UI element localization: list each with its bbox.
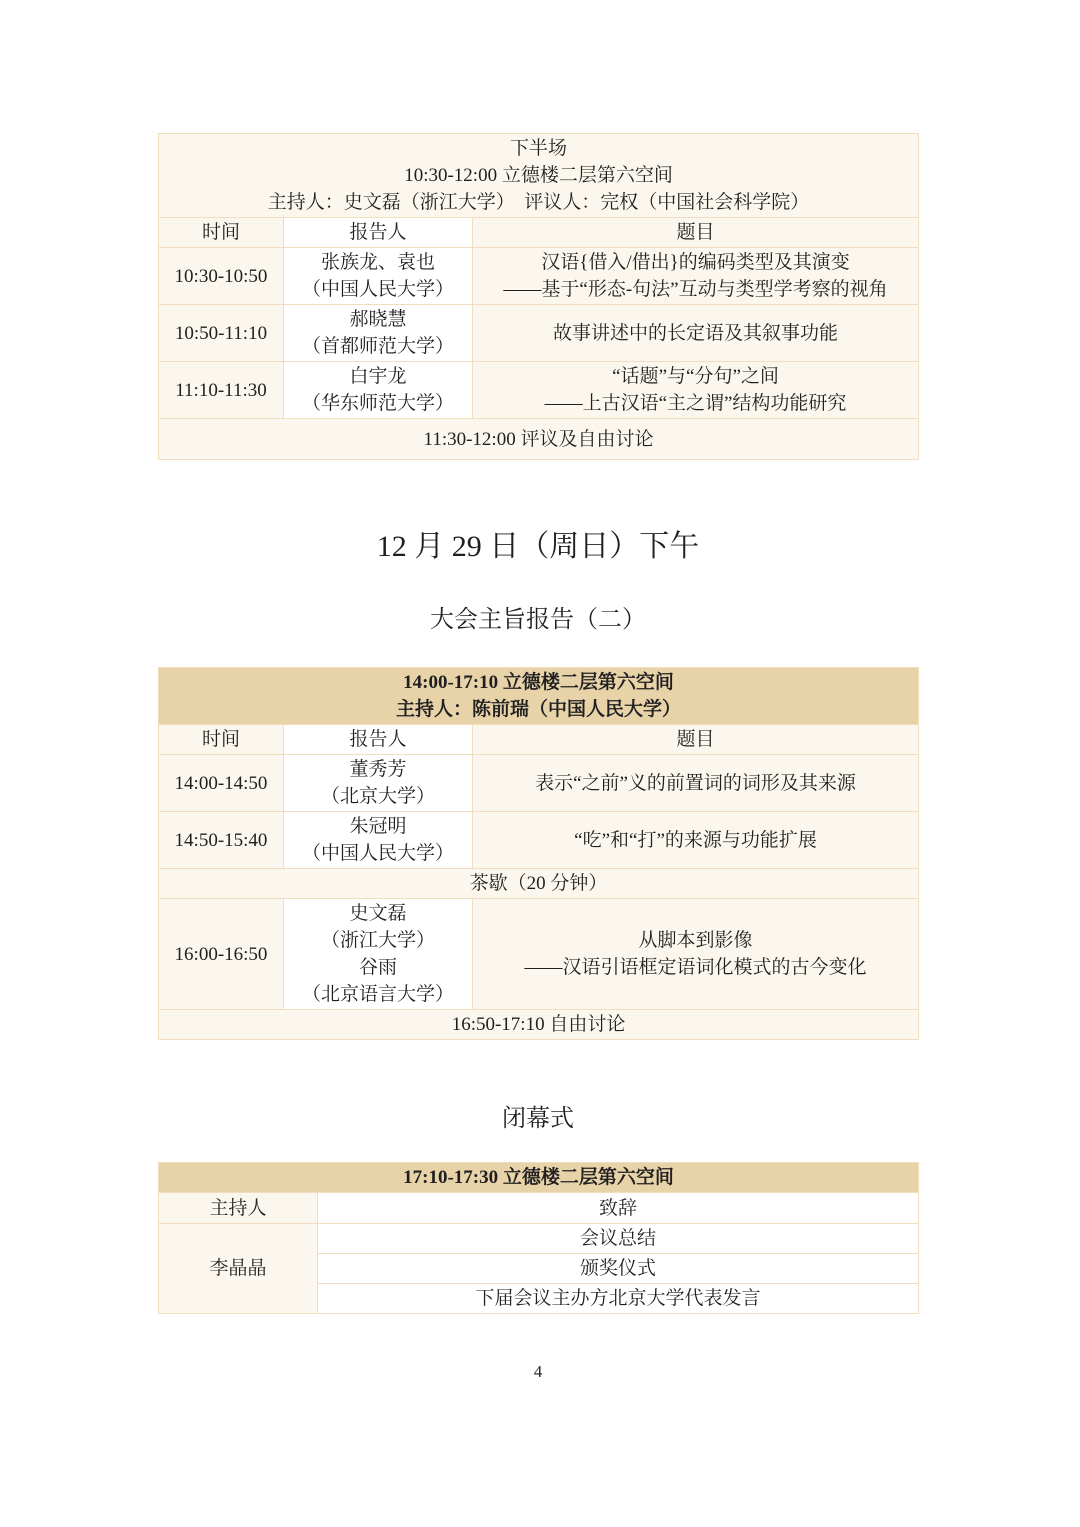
- column-header-title: 题目: [473, 218, 919, 248]
- table-row: [159, 248, 919, 305]
- discussion-row: 11:30-12:00 评议及自由讨论: [159, 419, 919, 460]
- session-part-label: 下半场: [510, 138, 568, 159]
- closing-item: 下届会议主办方北京大学代表发言: [318, 1284, 919, 1314]
- talk-time: 16:00-16:50: [159, 899, 284, 1010]
- column-header-speaker: 报告人: [284, 218, 473, 248]
- talk-speaker: 董秀芳 （北京大学）: [284, 755, 473, 812]
- talk-speaker: 郝晓慧 （首都师范大学）: [284, 305, 473, 362]
- keynote-header-cell: [159, 668, 919, 725]
- keynote-chair: 主持人：陈前瑞（中国人民大学）: [396, 699, 682, 720]
- talk-time: 14:00-14:50: [159, 755, 284, 812]
- talk-title: 故事讲述中的长定语及其叙事功能: [473, 305, 919, 362]
- column-header-time: 时间: [159, 218, 284, 248]
- talk-time: 11:10-11:30: [159, 362, 284, 419]
- table-row: [159, 305, 919, 362]
- talk-speaker: 史文磊 （浙江大学） 谷雨 （北京语言大学）: [284, 899, 473, 1010]
- talk-speaker: 朱冠明 （中国人民大学）: [284, 812, 473, 869]
- page-number: 4: [533, 1362, 543, 1381]
- column-header-speaker: 报告人: [284, 725, 473, 755]
- table-row: [159, 362, 919, 419]
- table-row: [159, 1224, 919, 1254]
- session-time-venue: 10:30-12:00 立德楼二层第六空间: [404, 165, 673, 186]
- session-header-cell: [159, 134, 919, 218]
- closing-item: 会议总结: [318, 1224, 919, 1254]
- column-header-time: 时间: [159, 725, 284, 755]
- table-row: [159, 1193, 919, 1224]
- free-discussion-row: 16:50-17:10 自由讨论: [159, 1010, 919, 1040]
- session-chair-discussant: 主持人：史文磊（浙江大学） 评议人：完权（中国社会科学院）: [267, 192, 810, 213]
- talk-time: 10:30-10:50: [159, 248, 284, 305]
- talk-title: “话题”与“分句”之间 ——上古汉语“主之谓”结构功能研究: [473, 362, 919, 419]
- talk-title: 表示“之前”义的前置词的词形及其来源: [473, 755, 919, 812]
- column-header-title: 题目: [473, 725, 919, 755]
- closing-item: 颁奖仪式: [318, 1254, 919, 1284]
- talk-title: “吃”和“打”的来源与功能扩展: [473, 812, 919, 869]
- keynote-time-venue: 14:00-17:10 立德楼二层第六空间: [403, 672, 674, 693]
- date-heading: 12 月 29 日（周日）下午: [376, 530, 700, 563]
- talk-speaker: 白宇龙 （华东师范大学）: [284, 362, 473, 419]
- closing-header-cell: 17:10-17:30 立德楼二层第六空间: [159, 1163, 919, 1193]
- closing-item: 致辞: [318, 1193, 919, 1224]
- tea-break-row: 茶歇（20 分钟）: [159, 869, 919, 899]
- talk-speaker: 张族龙、袁也 （中国人民大学）: [284, 248, 473, 305]
- talk-title: 汉语{借入/借出}的编码类型及其演变 ——基于“形态-句法”互动与类型学考察的视角: [473, 248, 919, 305]
- talk-time: 10:50-11:10: [159, 305, 284, 362]
- talk-time: 14:50-15:40: [159, 812, 284, 869]
- closing-presenter: 李晶晶: [159, 1224, 318, 1314]
- closing-host-label: 主持人: [159, 1193, 318, 1224]
- morning-session-table: [158, 133, 919, 460]
- keynote-heading: 大会主旨报告（二）: [430, 607, 646, 633]
- table-row: [159, 899, 919, 1010]
- keynote-session-table: [158, 667, 919, 1040]
- closing-heading: 闭幕式: [502, 1106, 574, 1132]
- table-row: [159, 755, 919, 812]
- closing-ceremony-table: [158, 1162, 919, 1314]
- table-row: [159, 812, 919, 869]
- talk-title: 从脚本到影像 ——汉语引语框定语词化模式的古今变化: [473, 899, 919, 1010]
